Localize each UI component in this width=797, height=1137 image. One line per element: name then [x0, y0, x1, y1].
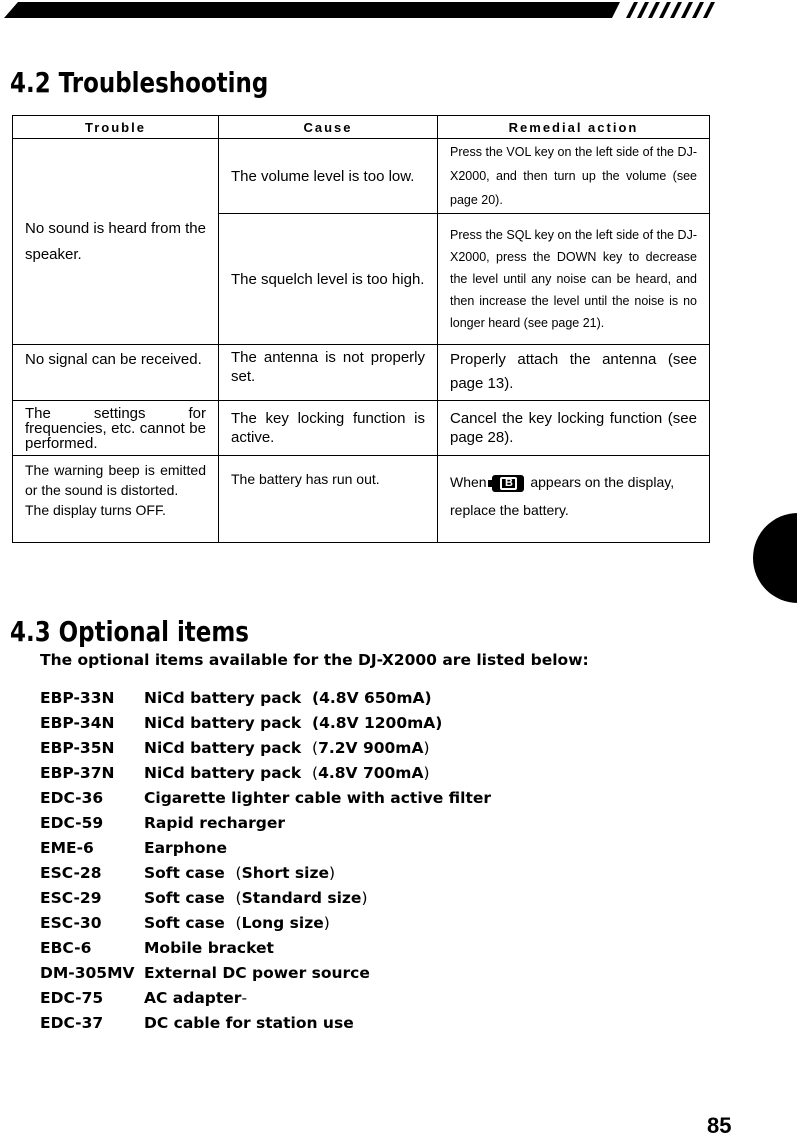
item-description-text: DC cable for station use	[144, 1014, 354, 1032]
item-code: EBP-33N	[40, 689, 115, 707]
item-spec: 7.2V 900mA	[318, 739, 424, 757]
item-description-text: Soft case	[144, 889, 225, 907]
header-cause: Cause	[219, 116, 438, 139]
item-spec: Long size	[241, 914, 324, 932]
trouble-line-1: The warning beep is emitted or the sound is distorted.	[25, 462, 206, 498]
item-description-text: External DC power source	[144, 964, 370, 982]
item-spec: 4.8V 700mA	[318, 764, 424, 782]
item-description-text: NiCd battery pack	[144, 739, 302, 757]
item-description-text: Earphone	[144, 839, 228, 857]
item-description-text: Cigarette lighter cable with active filter	[144, 789, 492, 807]
trouble-cell	[13, 456, 219, 543]
item-code: EBC-6	[40, 939, 92, 957]
item-code: EBP-35N	[40, 739, 115, 757]
remedy-cell: Cancel the key locking function (see page 28).	[438, 401, 710, 456]
item-description: NiCd battery pack (4.8V 700mA)	[144, 764, 430, 782]
chapter-tab-marker	[753, 513, 797, 603]
item-code: ESC-29	[40, 889, 102, 907]
item-description	[144, 786, 491, 811]
cause-cell: The volume level is too low.	[219, 139, 438, 214]
optional-items-intro: The optional items available for the DJ-X2000 are listed below:	[40, 651, 589, 669]
header-bar	[0, 0, 797, 22]
item-spec: (4.8V 650mA)	[312, 689, 432, 707]
battery-icon-letter: B	[500, 477, 517, 490]
item-code: EDC-75	[40, 989, 104, 1007]
item-description-text: NiCd battery pack	[144, 764, 302, 782]
item-description	[144, 836, 227, 861]
item-description	[144, 686, 432, 711]
remedy-cell: Press the VOL key on the left side of the DJ-X2000, and then turn up the volume (see page 20).	[438, 139, 710, 214]
item-code: EDC-59	[40, 814, 104, 832]
item-description-text: AC adapter	[144, 989, 242, 1007]
item-code: EDC-37	[40, 1014, 104, 1032]
cause-cell: The antenna is not properly set.	[219, 345, 438, 401]
trouble-cell: The settings for frequencies, etc. cannot be performed.	[13, 401, 219, 456]
header-remedial-action: Remedial action	[438, 116, 710, 139]
cause-cell: The battery has run out.	[219, 456, 438, 543]
item-code: EME-6	[40, 839, 94, 857]
item-description	[144, 986, 247, 1011]
cause-cell: The squelch level is too high.	[219, 214, 438, 345]
item-code: EBP-37N	[40, 764, 115, 782]
item-description-text: NiCd battery pack	[144, 689, 302, 707]
item-code: EDC-36	[40, 789, 104, 807]
item-description	[144, 961, 370, 986]
item-trail: -	[241, 989, 248, 1007]
trouble-cell: No signal can be received.	[13, 345, 219, 401]
table-header-row	[13, 116, 710, 139]
page-number: 85	[707, 1113, 732, 1137]
remedy-text-post: appears on the display, replace the battery.	[450, 474, 675, 518]
remedy-cell: Press the SQL key on the left side of the DJ-X2000, press the DOWN key to decrease the level until any noise can be heard, and then increase the level until the noise is no longer heard (see page 21).	[438, 214, 710, 345]
item-spec: (4.8V 1200mA)	[312, 714, 443, 732]
item-description	[144, 711, 442, 736]
table-row	[13, 456, 710, 543]
item-description: Soft case (Standard size)	[144, 889, 368, 907]
item-code: DM-305MV	[40, 964, 135, 982]
item-description-text: Soft case	[144, 864, 225, 882]
item-description	[144, 811, 285, 836]
item-spec: Short size	[241, 864, 329, 882]
item-description	[144, 1011, 354, 1036]
remedy-cell	[438, 456, 710, 543]
item-code: ESC-30	[40, 914, 102, 932]
table-row	[13, 139, 710, 214]
item-spec: Standard size	[241, 889, 362, 907]
troubleshooting-table	[12, 115, 710, 543]
trouble-cell: No sound is heard from the speaker.	[13, 139, 219, 345]
item-description: Soft case (Long size)	[144, 914, 330, 932]
item-description-text: Rapid recharger	[144, 814, 286, 832]
section-title-optional-items: 4.3 Optional items	[10, 615, 249, 648]
table-row	[13, 401, 710, 456]
item-description	[144, 936, 274, 961]
cause-cell: The key locking function is active.	[219, 401, 438, 456]
item-description-text: Soft case	[144, 914, 225, 932]
table-row	[13, 345, 710, 401]
battery-icon	[492, 475, 524, 492]
header-trouble: Trouble	[13, 116, 219, 139]
item-code: EBP-34N	[40, 714, 115, 732]
remedy-text-pre: When	[450, 474, 487, 490]
item-code: ESC-28	[40, 864, 102, 882]
item-description: NiCd battery pack (7.2V 900mA)	[144, 739, 430, 757]
trouble-line-2: The display turns OFF.	[25, 502, 166, 518]
item-description-text: Mobile bracket	[144, 939, 274, 957]
section-title-troubleshooting: 4.2 Troubleshooting	[10, 66, 269, 99]
remedy-cell: Properly attach the antenna (see page 13).	[438, 345, 710, 401]
item-description-text: NiCd battery pack	[144, 714, 302, 732]
item-description: Soft case (Short size)	[144, 864, 336, 882]
